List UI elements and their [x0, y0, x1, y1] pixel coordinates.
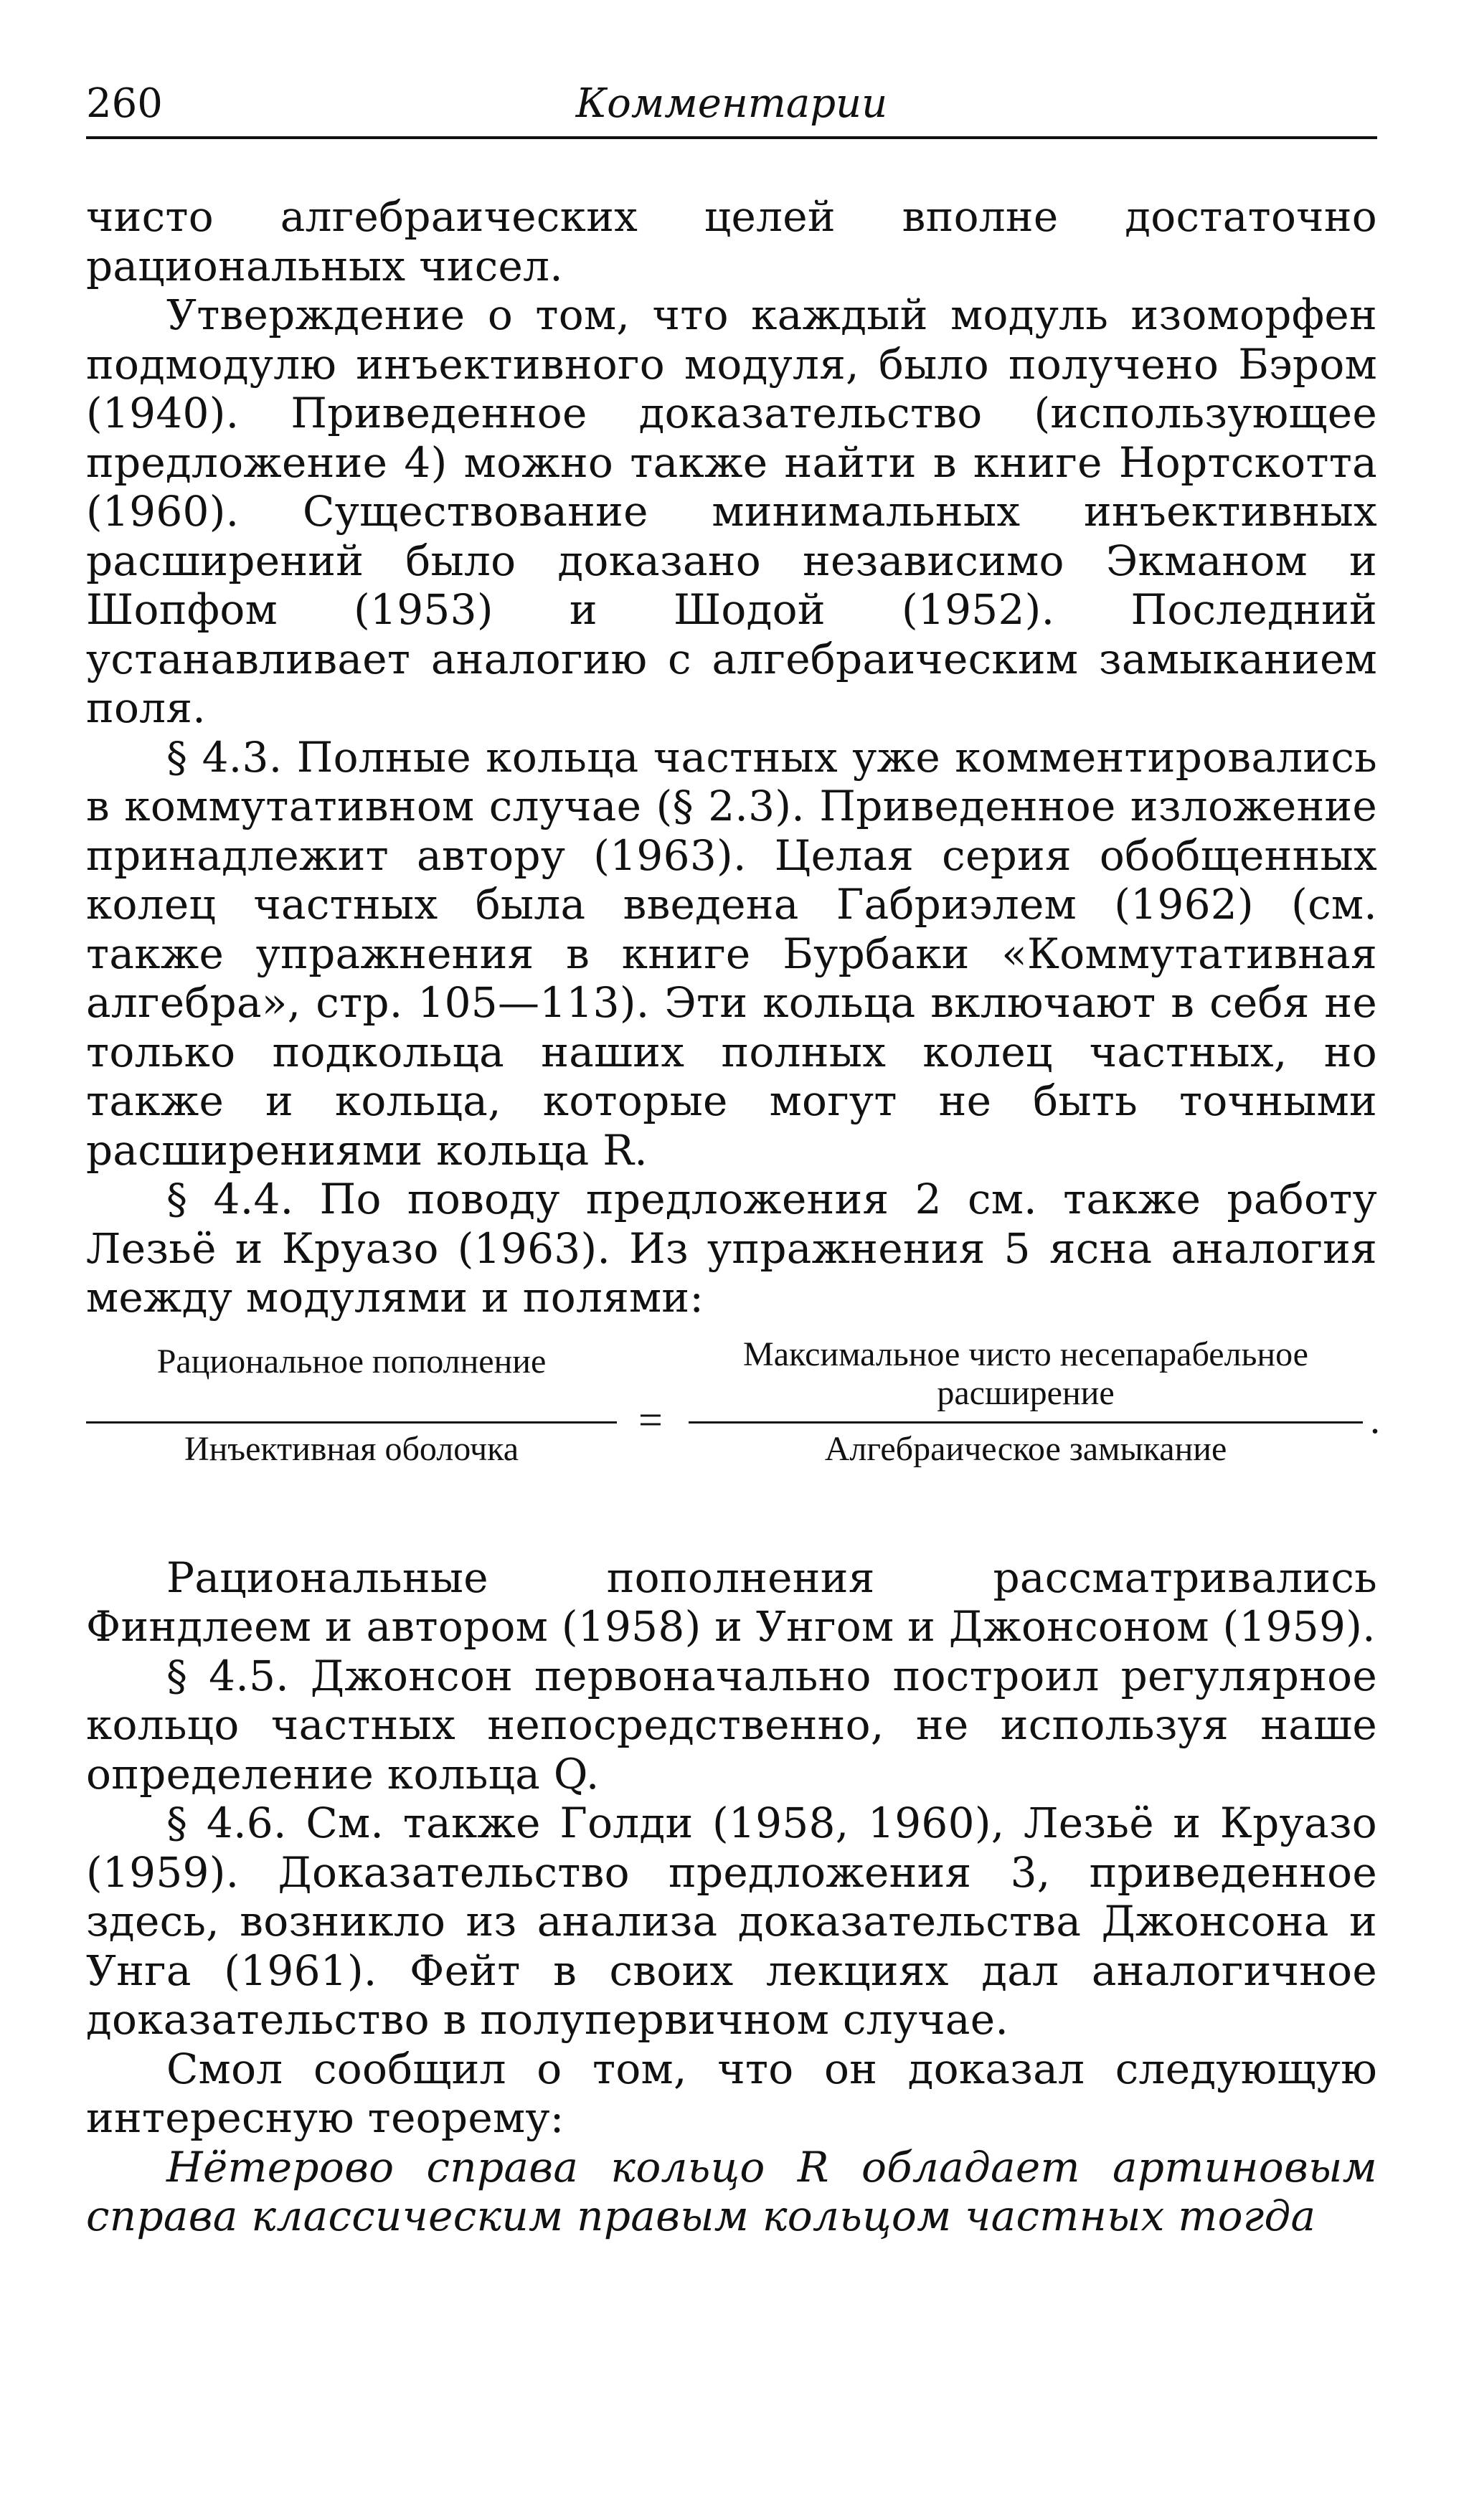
running-head: Комментарии: [575, 80, 888, 127]
paragraph-small: Смол сообщил о том, что он доказал следующую интересную теорему:: [86, 2044, 1377, 2142]
paragraph-baer: Утверждение о том, что каждый модуль изоморфен подмодулю инъективного модуля, было получено Бэром (1940). Приведенное доказательство (использующее предложение 4) можно также найти в книге Нортскотта (1960). Существование минимальных инъективных расширений было доказано независимо Экманом и Шопфом (1953) и Шодой (1952). Последний устанавливает аналогию с алгебраическим замыканием поля.: [86, 290, 1377, 732]
paragraph-continuation: чисто алгебраических целей вполне достаточно рациональных чисел.: [86, 192, 1377, 290]
paragraph-rational-completions: Рациональные пополнения рассматривались Финдлеем и автором (1958) и Унгом и Джонсоном (1959).: [86, 1553, 1377, 1651]
right-fraction-bar: [689, 1421, 1363, 1424]
equals-sign: =: [638, 1396, 663, 1444]
page-number: 260: [86, 80, 163, 127]
page-body: [86, 192, 1380, 2241]
header-rule: [86, 136, 1377, 139]
left-numerator: Рациональное пополнение: [156, 1342, 547, 1380]
right-denominator: Алгебраическое замыкание: [824, 1429, 1227, 1468]
theorem-statement: Нётерово справа кольцо R обладает артиновым справа классическим правым кольцом частных тогда: [86, 2142, 1377, 2240]
paragraph-section-4-4: § 4.4. По поводу предложения 2 см. также работу Лезьё и Круазо (1963). Из упражнения 5 ясна аналогия между модулями и полями:: [86, 1175, 1377, 1322]
left-fraction-bar: [86, 1421, 617, 1424]
left-denominator: Инъективная оболочка: [184, 1429, 519, 1468]
paragraph-section-4-6: § 4.6. См. также Голди (1958, 1960), Лезьё и Круазо (1959). Доказательство предложения 3, приведенное здесь, возникло из анализа доказательства Джонсона и Унга (1961). Фейт в своих лекциях дал аналогичное доказательство в полупервичном случае.: [86, 1799, 1377, 2044]
right-numerator: Максимальное чисто несепарабельное расширение: [743, 1335, 1308, 1412]
paragraph-section-4-3: § 4.3. Полные кольца частных уже комментировались в коммутативном случае (§ 2.3). Приведенное изложение принадлежит автору (1963). Целая серия обобщенных колец частных была введена Габриэлем (1962) (см. также упражнения в книге Бурбаки «Коммутативная алгебра», стр. 105—113). Эти кольца включают в себя не только подкольца наших полных колец частных, но также и кольца, которые могут не быть точными расширениями кольца R.: [86, 732, 1377, 1175]
paragraph-section-4-5: § 4.5. Джонсон первоначально построил регулярное кольцо частных непосредственно, не используя наше определение кольца Q.: [86, 1651, 1377, 1799]
analogy-formula: [86, 1335, 1380, 1536]
formula-period: .: [1370, 1397, 1380, 1442]
page-header: [86, 72, 1377, 136]
